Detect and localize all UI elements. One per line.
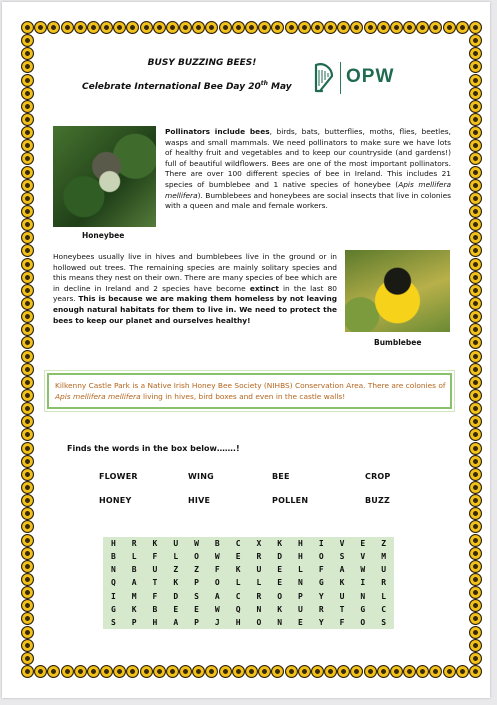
flower-border-icon (61, 21, 74, 34)
grid-letter[interactable]: U (173, 539, 179, 549)
page-subtitle: Celebrate International Bee Day 20th May (82, 80, 292, 92)
flower-border-icon (21, 415, 34, 428)
grid-letter[interactable]: G (110, 604, 116, 614)
flower-border-icon (469, 520, 482, 533)
flower-border-icon (285, 21, 298, 34)
flower-border-icon (469, 442, 482, 455)
word-list-item: FLOWER (99, 472, 138, 481)
flower-border-icon (469, 271, 482, 284)
grid-letter[interactable]: P (194, 578, 199, 588)
flower-border-icon (21, 336, 34, 349)
grid-letter[interactable]: D (277, 552, 283, 562)
word-list-item: HIVE (188, 496, 211, 505)
flower-border-icon (469, 323, 482, 336)
flower-border-icon (469, 258, 482, 271)
flower-border-icon (21, 520, 34, 533)
flower-border-icon (429, 21, 442, 34)
flower-border-icon (443, 665, 456, 678)
flower-border-icon (469, 126, 482, 139)
flower-border-icon (469, 626, 482, 639)
grid-letter[interactable]: H (298, 552, 303, 562)
grid-letter[interactable]: H (110, 539, 116, 549)
opw-logo: OPW (346, 66, 395, 87)
grid-letter[interactable]: Y (318, 591, 324, 601)
flower-border-icon (21, 218, 34, 231)
flower-border-icon (126, 665, 139, 678)
flower-border-icon (416, 665, 429, 678)
text-run: This is because we are making them homeless by not leaving enough natural habitats for them to live in. We need to protect the bees to keep our planet and ourselves healthy! (53, 294, 337, 325)
flower-border-icon (21, 205, 34, 218)
flower-border-icon (364, 21, 377, 34)
grid-letter[interactable]: L (381, 591, 387, 601)
grid-letter[interactable]: R (381, 578, 387, 588)
grid-letter[interactable]: K (277, 604, 283, 614)
flower-border-icon (271, 21, 284, 34)
grid-letter[interactable]: K (152, 539, 158, 549)
honeybee-photo (53, 126, 156, 227)
flower-border-icon (166, 21, 179, 34)
flower-border-icon (21, 297, 34, 310)
grid-letter[interactable]: V (339, 539, 345, 549)
grid-letter[interactable]: L (131, 552, 137, 562)
grid-letter[interactable]: B (131, 565, 137, 575)
flower-border-icon (469, 218, 482, 231)
text-run: Apis mellifera mellifera (55, 392, 141, 401)
grid-letter[interactable]: C (235, 539, 241, 549)
grid-letter[interactable]: F (214, 565, 220, 575)
bumblebee-caption: Bumblebee (374, 338, 422, 347)
flower-border-icon (21, 192, 34, 205)
flower-border-icon (469, 205, 482, 218)
grid-letter[interactable]: O (256, 617, 262, 627)
flower-border-icon (390, 21, 403, 34)
flower-border-icon (21, 442, 34, 455)
grid-letter[interactable]: P (194, 617, 199, 627)
flower-border-icon (21, 639, 34, 652)
grid-letter[interactable]: P (298, 591, 303, 601)
grid-letter[interactable]: A (173, 617, 179, 627)
grid-letter[interactable]: H (298, 539, 303, 549)
flower-border-icon (179, 665, 192, 678)
flower-border-icon (469, 376, 482, 389)
flower-border-icon (403, 665, 416, 678)
text-run: in the last 80 years. (53, 283, 338, 304)
flower-border-icon (469, 586, 482, 599)
flower-border-icon (21, 468, 34, 481)
grid-letter[interactable]: P (131, 617, 137, 627)
grid-letter[interactable]: Z (381, 539, 387, 549)
grid-letter[interactable]: O (318, 552, 324, 562)
flower-border-icon (126, 21, 139, 34)
grid-letter[interactable]: W (194, 539, 199, 549)
word-list-item: WING (188, 472, 214, 481)
flower-border-icon (34, 21, 47, 34)
grid-letter[interactable]: U (339, 591, 345, 601)
flower-border-icon (469, 363, 482, 376)
flower-border-icon (469, 612, 482, 625)
grid-letter[interactable]: K (173, 578, 179, 588)
grid-letter[interactable]: L (256, 578, 262, 588)
grid-letter[interactable]: A (131, 578, 137, 588)
flower-border-icon (21, 179, 34, 192)
grid-letter[interactable]: H (152, 617, 158, 627)
grid-letter[interactable]: N (298, 578, 303, 588)
grid-letter[interactable]: E (360, 539, 366, 549)
flower-border-icon (271, 665, 284, 678)
grid-letter[interactable]: I (360, 578, 366, 588)
flower-border-icon (298, 21, 311, 34)
grid-letter[interactable]: K (339, 578, 345, 588)
grid-letter[interactable]: R (256, 552, 262, 562)
flower-border-icon (21, 244, 34, 257)
grid-letter[interactable]: L (173, 552, 179, 562)
word-search-grid (103, 537, 394, 629)
grid-letter[interactable]: Q (235, 604, 241, 614)
grid-letter[interactable]: M (381, 552, 387, 562)
flower-border-icon (21, 547, 34, 560)
flower-border-icon (469, 665, 482, 678)
flower-border-icon (205, 665, 218, 678)
grid-letter[interactable]: E (277, 578, 283, 588)
flower-border-icon (21, 586, 34, 599)
grid-letter[interactable]: E (235, 552, 241, 562)
flower-border-icon (456, 665, 469, 678)
flower-border-icon (219, 21, 232, 34)
grid-letter[interactable]: J (214, 617, 220, 627)
grid-letter[interactable]: E (277, 565, 283, 575)
flower-border-icon (416, 21, 429, 34)
flower-border-icon (21, 74, 34, 87)
flower-border-icon (21, 428, 34, 441)
grid-letter[interactable]: N (360, 591, 366, 601)
grid-letter[interactable]: F (339, 617, 345, 627)
puzzle-instruction: Finds the words in the box below…….! (67, 444, 240, 453)
flower-border-icon (140, 21, 153, 34)
flower-border-icon (61, 665, 74, 678)
flower-border-icon (469, 34, 482, 47)
flower-border-icon (469, 192, 482, 205)
grid-letter[interactable]: O (360, 617, 366, 627)
grid-letter[interactable]: E (298, 617, 303, 627)
flower-border-icon (113, 21, 126, 34)
flower-border-icon (21, 113, 34, 126)
flower-border-icon (47, 665, 60, 678)
grid-letter[interactable]: L (298, 565, 303, 575)
flower-border-icon (21, 126, 34, 139)
word-list-item: BUZZ (365, 496, 390, 505)
flower-border-icon (469, 244, 482, 257)
grid-letter[interactable]: S (381, 617, 387, 627)
flower-border-icon (285, 665, 298, 678)
flower-border-icon (377, 21, 390, 34)
flower-border-icon (21, 573, 34, 586)
page-title: BUSY BUZZING BEES! (147, 58, 257, 68)
flower-border-icon (34, 665, 47, 678)
grid-letter[interactable]: R (131, 539, 137, 549)
flower-border-icon (232, 21, 245, 34)
flower-border-icon (377, 665, 390, 678)
conservation-notice (47, 373, 452, 409)
flower-border-icon (100, 21, 113, 34)
flower-border-icon (21, 258, 34, 271)
flower-border-icon (21, 284, 34, 297)
grid-letter[interactable]: K (131, 604, 137, 614)
flower-border-icon (153, 21, 166, 34)
flower-border-icon (74, 21, 87, 34)
flower-border-icon (21, 560, 34, 573)
flower-border-icon (258, 21, 271, 34)
flower-border-icon (469, 310, 482, 323)
grid-letter[interactable]: I (318, 539, 324, 549)
flower-border-icon (469, 481, 482, 494)
flower-border-icon (232, 665, 245, 678)
grid-letter[interactable]: O (194, 552, 199, 562)
grid-letter[interactable]: S (339, 552, 345, 562)
flower-border-icon (350, 21, 363, 34)
flower-border-icon (469, 639, 482, 652)
flower-border-icon (21, 271, 34, 284)
grid-letter[interactable]: N (110, 565, 116, 575)
flower-border-icon (166, 665, 179, 678)
flower-border-icon (469, 599, 482, 612)
flower-border-icon (469, 284, 482, 297)
flower-border-icon (21, 507, 34, 520)
flower-border-icon (469, 428, 482, 441)
flower-border-icon (469, 100, 482, 113)
flower-border-icon (21, 100, 34, 113)
text-run: ). Bumblebees and honeybees are social insects that live in colonies with a queen and male and female workers. (165, 190, 451, 211)
grid-letter[interactable]: W (214, 604, 220, 614)
flower-border-icon (21, 363, 34, 376)
grid-letter[interactable]: W (214, 552, 220, 562)
flower-border-icon (21, 21, 34, 34)
flower-border-icon (469, 113, 482, 126)
grid-letter[interactable]: G (318, 578, 324, 588)
flower-border-icon (21, 60, 34, 73)
flower-border-icon (469, 152, 482, 165)
flower-border-icon (21, 626, 34, 639)
flower-border-icon (469, 468, 482, 481)
grid-letter[interactable]: D (173, 591, 179, 601)
flower-border-icon (21, 665, 34, 678)
grid-letter[interactable]: Y (318, 617, 324, 627)
flower-border-icon (179, 21, 192, 34)
flower-border-icon (21, 152, 34, 165)
flower-border-icon (21, 166, 34, 179)
flower-border-icon (469, 350, 482, 363)
grid-letter[interactable]: N (277, 617, 283, 627)
flower-border-icon (21, 87, 34, 100)
flower-border-icon (324, 21, 337, 34)
word-list-item: HONEY (99, 496, 132, 505)
grid-letter[interactable]: L (235, 578, 241, 588)
flower-border-icon (469, 166, 482, 179)
text-run: , birds, bats, butterflies, moths, flies, beetles, wasps and small mammals. We need pollinators to make sure we have lots of healthy fruit and vegetables and to keep our countryside (and gardens!) full of beautiful wildflowers. Bees are one of the most important pollinators. There are over 100 different species of bee in Ireland. This includes 21 species of bumblebee and 1 native species of honeybee ( (165, 127, 451, 189)
document-page (2, 2, 490, 698)
flower-border-icon (469, 652, 482, 665)
flower-border-icon (469, 60, 482, 73)
flower-border-icon (364, 665, 377, 678)
word-list-item: CROP (365, 472, 391, 481)
flower-border-icon (469, 494, 482, 507)
grid-letter[interactable]: U (381, 565, 387, 575)
flower-border-icon (113, 665, 126, 678)
grid-letter[interactable]: R (256, 591, 262, 601)
grid-letter[interactable]: T (152, 578, 158, 588)
harp-icon (310, 62, 336, 94)
flower-border-icon (205, 21, 218, 34)
flower-border-icon (469, 21, 482, 34)
flower-border-icon (469, 455, 482, 468)
grid-letter[interactable]: I (110, 591, 116, 601)
grid-letter[interactable]: E (194, 604, 199, 614)
grid-letter[interactable]: Q (110, 578, 116, 588)
flower-border-icon (469, 547, 482, 560)
grid-letter[interactable]: Z (173, 565, 179, 575)
grid-letter[interactable]: T (339, 604, 345, 614)
flower-border-icon (469, 389, 482, 402)
text-run: Honeybees usually live in hives and bumblebees live in the ground or in hollowed out trees. The remaining species are mainly solitary species and this means they nest on their own. There are many species of bee which are in decline in Ireland and 2 species have become (53, 252, 337, 293)
grid-letter[interactable]: A (339, 565, 345, 575)
flower-border-icon (350, 665, 363, 678)
flower-border-icon (456, 21, 469, 34)
grid-letter[interactable]: B (152, 604, 158, 614)
flower-border-icon (245, 21, 258, 34)
flower-border-icon (219, 665, 232, 678)
flower-border-icon (21, 310, 34, 323)
flower-border-icon (21, 376, 34, 389)
flower-border-icon (21, 402, 34, 415)
flower-border-icon (469, 179, 482, 192)
habitat-paragraph (53, 252, 337, 326)
grid-letter[interactable]: X (256, 539, 262, 549)
word-list-item: BEE (272, 472, 290, 481)
text-run: extinct (249, 283, 279, 293)
grid-letter[interactable]: E (173, 604, 179, 614)
flower-border-icon (87, 21, 100, 34)
flower-border-icon (21, 231, 34, 244)
flower-border-icon (311, 665, 324, 678)
flower-border-icon (21, 652, 34, 665)
grid-letter[interactable]: O (277, 591, 283, 601)
flower-border-icon (21, 534, 34, 547)
bumblebee-photo (345, 250, 450, 332)
flower-border-icon (21, 47, 34, 60)
flower-border-icon (337, 665, 350, 678)
grid-letter[interactable]: M (131, 591, 137, 601)
flower-border-icon (469, 415, 482, 428)
grid-letter[interactable]: U (298, 604, 303, 614)
flower-border-icon (469, 507, 482, 520)
flower-border-icon (469, 87, 482, 100)
flower-border-icon (153, 665, 166, 678)
flower-border-icon (258, 665, 271, 678)
flower-border-icon (469, 534, 482, 547)
flower-border-icon (469, 47, 482, 60)
flower-border-icon (100, 665, 113, 678)
grid-letter[interactable]: U (256, 565, 262, 575)
grid-letter[interactable]: W (360, 565, 366, 575)
grid-letter[interactable]: V (360, 552, 366, 562)
flower-border-icon (21, 323, 34, 336)
grid-letter[interactable]: F (152, 552, 158, 562)
grid-letter[interactable]: U (152, 565, 158, 575)
flower-border-icon (337, 21, 350, 34)
flower-border-icon (21, 389, 34, 402)
word-list-item: POLLEN (272, 496, 309, 505)
text-run: living in hives, bird boxes and even in the castle walls! (140, 392, 346, 401)
grid-letter[interactable]: R (318, 604, 324, 614)
grid-letter[interactable]: S (194, 591, 199, 601)
grid-letter[interactable]: Z (194, 565, 199, 575)
flower-border-icon (311, 21, 324, 34)
grid-letter[interactable]: C (235, 591, 241, 601)
flower-border-icon (469, 231, 482, 244)
flower-border-icon (469, 402, 482, 415)
flower-border-icon (298, 665, 311, 678)
flower-border-icon (469, 336, 482, 349)
flower-border-icon (74, 665, 87, 678)
grid-letter[interactable]: H (235, 617, 241, 627)
grid-letter[interactable]: S (110, 617, 116, 627)
text-run: Apis mellifera mellifera (165, 179, 452, 200)
grid-letter[interactable]: O (214, 578, 220, 588)
grid-letter[interactable]: C (381, 604, 387, 614)
grid-letter[interactable]: N (256, 604, 262, 614)
flower-border-icon (21, 34, 34, 47)
grid-letter[interactable]: B (110, 552, 116, 562)
flower-border-icon (390, 665, 403, 678)
flower-border-icon (469, 139, 482, 152)
flower-border-icon (87, 665, 100, 678)
flower-border-icon (443, 21, 456, 34)
flower-border-icon (469, 560, 482, 573)
flower-border-icon (140, 665, 153, 678)
text-run: Pollinators include bees (165, 127, 270, 136)
text-run: Kilkenny Castle Park is a Native Irish Honey Bee Society (NIHBS) Conservation Area. There are colonies of (55, 381, 446, 390)
flower-border-icon (21, 481, 34, 494)
flower-border-icon (21, 455, 34, 468)
flower-border-icon (245, 665, 258, 678)
flower-border-icon (192, 665, 205, 678)
flower-border-icon (429, 665, 442, 678)
grid-letter[interactable]: F (152, 591, 158, 601)
grid-letter[interactable]: B (214, 539, 220, 549)
flower-border-icon (21, 139, 34, 152)
grid-letter[interactable]: G (360, 604, 366, 614)
grid-letter[interactable]: K (277, 539, 283, 549)
flower-border-icon (469, 573, 482, 586)
grid-letter[interactable]: A (214, 591, 220, 601)
honeybee-caption: Honeybee (82, 231, 125, 240)
flower-border-icon (324, 665, 337, 678)
flower-border-icon (469, 74, 482, 87)
flower-border-icon (21, 599, 34, 612)
pollinators-paragraph (165, 127, 451, 212)
flower-border-icon (403, 21, 416, 34)
flower-border-icon (21, 350, 34, 363)
grid-letter[interactable]: F (318, 565, 324, 575)
logo-divider (340, 62, 341, 94)
flower-border-icon (469, 297, 482, 310)
grid-letter[interactable]: K (235, 565, 241, 575)
flower-border-icon (21, 612, 34, 625)
flower-border-icon (47, 21, 60, 34)
flower-border-icon (21, 494, 34, 507)
flower-border-icon (192, 21, 205, 34)
